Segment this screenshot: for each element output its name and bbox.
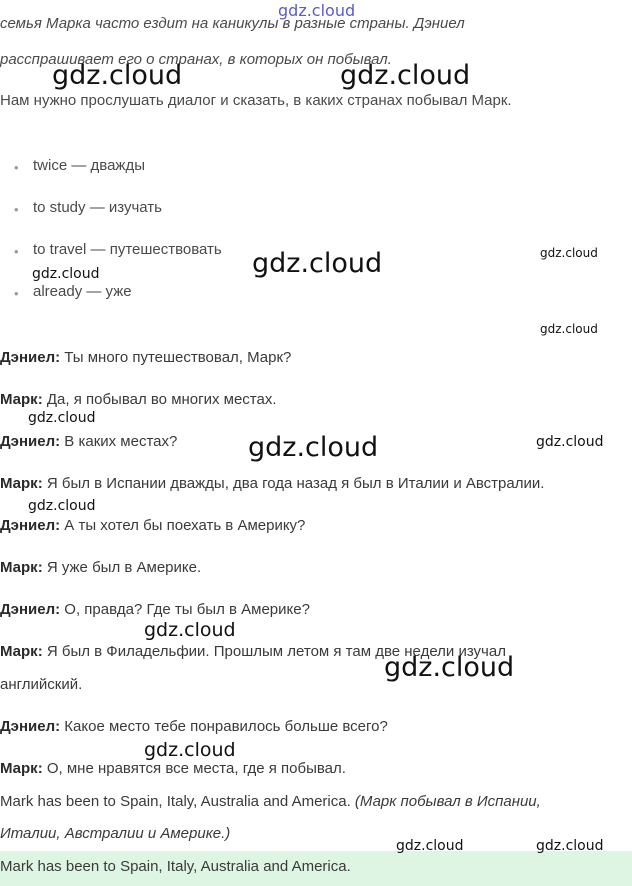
speaker-name: Марк: [0,760,43,777]
speaker-name: Марк: [0,559,43,576]
watermark: gdz.cloud [340,60,471,91]
task-text: Нам нужно прослушать диалог и сказать, в каких странах побывал Марк. [0,92,512,109]
answer-text: Mark has been to Spain, Italy, Australia and America. [0,858,351,875]
answer-box [0,851,632,886]
dialog-line [0,676,82,693]
vocab-item: twice — дважды [33,157,145,174]
watermark: gdz.cloud [52,60,183,91]
speaker-name: Марк: [0,475,43,492]
watermark: gdz.cloud [384,652,515,683]
dialog-line [0,718,388,735]
watermark: gdz.cloud [248,432,379,463]
vocab-item: to travel — путешествовать [33,241,222,258]
watermark: gdz.cloud [28,410,96,426]
speaker-name: Дэниел: [0,349,61,366]
watermark: gdz.cloud [536,434,604,450]
bullet-icon: • [14,202,19,217]
watermark: gdz.cloud [144,739,236,761]
speaker-name: Дэниел: [0,433,61,450]
dialog-text: О, мне нравятся все места, где я побывал. [42,760,346,777]
bullet-icon: • [14,160,19,175]
summary-translation-cont: Италии, Австралии и Америке.) [0,825,231,842]
bullet-icon: • [14,244,19,259]
dialog-line [0,760,346,777]
watermark: gdz.cloud [540,246,598,260]
dialog-line [0,475,544,492]
summary-english: Mark has been to Spain, Italy, Australia and America. [0,793,351,810]
watermark: gdz.cloud [396,838,464,854]
dialog-line [0,517,305,534]
dialog-text: А ты хотел бы поехать в Америку? [60,517,306,534]
summary-line [0,793,541,810]
speaker-name: Дэниел: [0,718,61,735]
vocab-item: to study — изучать [33,199,162,216]
dialog-text: Я был в Филадельфии. Прошлым летом я там две недели изучал [42,643,506,660]
vocab-item: already — уже [33,283,132,300]
speaker-name: Дэниел: [0,601,61,618]
summary-translation: (Марк побывал в Испании, [354,793,541,810]
dialog-line [0,433,177,450]
dialog-text: Да, я побывал во многих местах. [42,391,277,408]
watermark: gdz.cloud [536,838,604,854]
dialog-text: Какое место тебе понравилось больше всего? [60,718,388,735]
watermark: gdz.cloud [32,266,100,282]
dialog-text: английский. [0,676,83,693]
speaker-name: Марк: [0,643,43,660]
dialog-text: Я уже был в Америке. [42,559,202,576]
dialog-line [0,349,291,366]
dialog-line [0,391,277,408]
watermark: gdz.cloud [540,322,598,336]
dialog-text: О, правда? Где ты был в Америке? [60,601,310,618]
dialog-line [0,601,310,618]
dialog-text: Ты много путешествовал, Марк? [60,349,292,366]
dialog-text: В каких местах? [60,433,178,450]
intro-line-1: семья Марка часто ездит на каникулы в разные страны. Дэниел [0,15,465,32]
dialog-line [0,559,201,576]
intro-line-2: расспрашивает его о странах, в которых он побывал. [0,51,392,68]
watermark-top: gdz.cloud [278,1,356,20]
watermark: gdz.cloud [252,248,383,279]
bullet-icon: • [14,286,19,301]
watermark: gdz.cloud [144,619,236,641]
dialog-text: Я был в Испании дважды, два года назад я был в Италии и Австралии. [42,475,545,492]
speaker-name: Дэниел: [0,517,61,534]
watermark: gdz.cloud [28,498,96,514]
speaker-name: Марк: [0,391,43,408]
